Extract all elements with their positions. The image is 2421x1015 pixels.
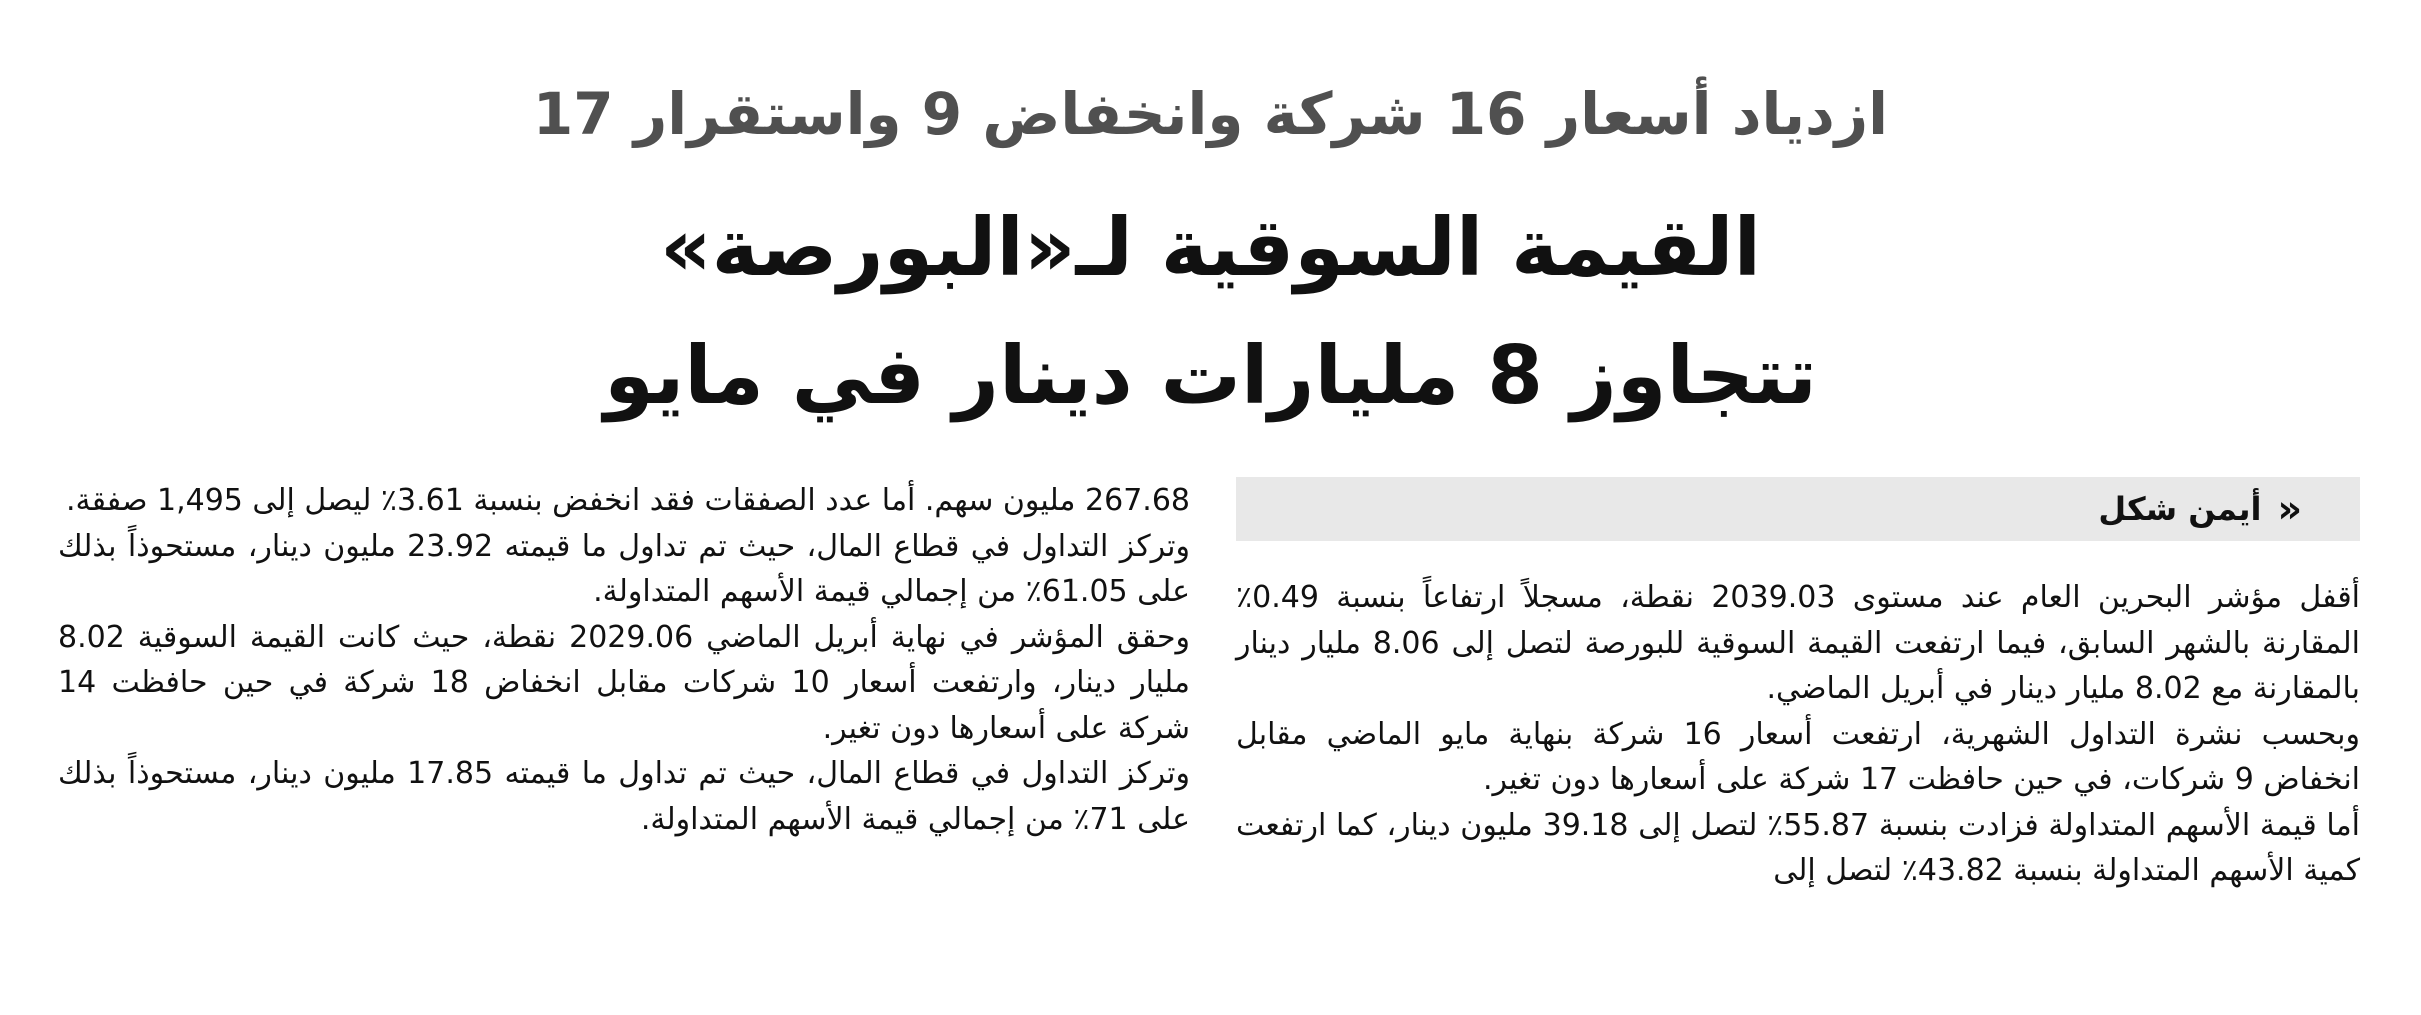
paragraph: وحقق المؤشر في نهاية أبريل الماضي 2029.06 نقطة، حيث كانت القيمة السوقية 8.02 مليار دينار، وارتفعت أسعار 10 شركات مقابل انخفاض 18 شركة في حين حافظت 14 شركة على أسعارها دون تغير. bbox=[58, 619, 1191, 746]
author-name: أيمن شكل bbox=[2098, 490, 2262, 528]
paragraph: وتركز التداول في قطاع المال، حيث تم تداول ما قيمته 17.85 مليون دينار، مستحوذاً بذلك على 71٪ من إجمالي قيمة الأسهم المتداولة. bbox=[58, 756, 1190, 837]
paragraph: وتركز التداول في قطاع المال، حيث تم تداول ما قيمته 23.92 مليون دينار، مستحوذاً بذلك على 61.05٪ من إجمالي قيمة الأسهم المتداولة. bbox=[58, 528, 1190, 609]
headline-line-1: القيمة السوقية لـ«البورصة» bbox=[659, 201, 1761, 294]
headline-line-2: تتجاوز 8 مليارات دينار في مايو bbox=[604, 329, 1817, 422]
article-column-right bbox=[1236, 575, 2360, 894]
article-column-left bbox=[58, 478, 1190, 842]
paragraph: 267.68 مليون سهم. أما عدد الصفقات فقد انخفض بنسبة 3.61٪ ليصل إلى 1,495 صفقة. bbox=[66, 483, 1190, 518]
paragraph: أقفل مؤشر البحرين العام عند مستوى 2039.03 نقطة، مسجلاً ارتفاعاً بنسبة 0.49٪ المقارنة بالشهر السابق، فيما ارتفعت القيمة السوقية للبورصة لتصل إلى 8.06 مليار دينار بالمقارنة مع 8.02 مليار دينار في أبريل الماضي. bbox=[1236, 580, 2360, 706]
article-kicker: ازدياد أسعار 16 شركة وانخفاض 9 واستقرار 17 bbox=[532, 80, 1889, 148]
double-chevron-icon: « bbox=[2277, 487, 2302, 531]
paragraph: وبحسب نشرة التداول الشهرية، ارتفعت أسعار 16 شركة بنهاية مايو الماضي مقابل انخفاض 9 شركات، في حين حافظت 17 شركة على أسعارها دون تغير. bbox=[1236, 716, 2360, 797]
paragraph: أما قيمة الأسهم المتداولة فزادت بنسبة 55.87٪ لتصل إلى 39.18 مليون دينار، كما ارتفعت كمية الأسهم المتداولة بنسبة 43.82٪ لتصل إلى bbox=[1236, 807, 2360, 888]
author-byline bbox=[1236, 477, 2360, 541]
